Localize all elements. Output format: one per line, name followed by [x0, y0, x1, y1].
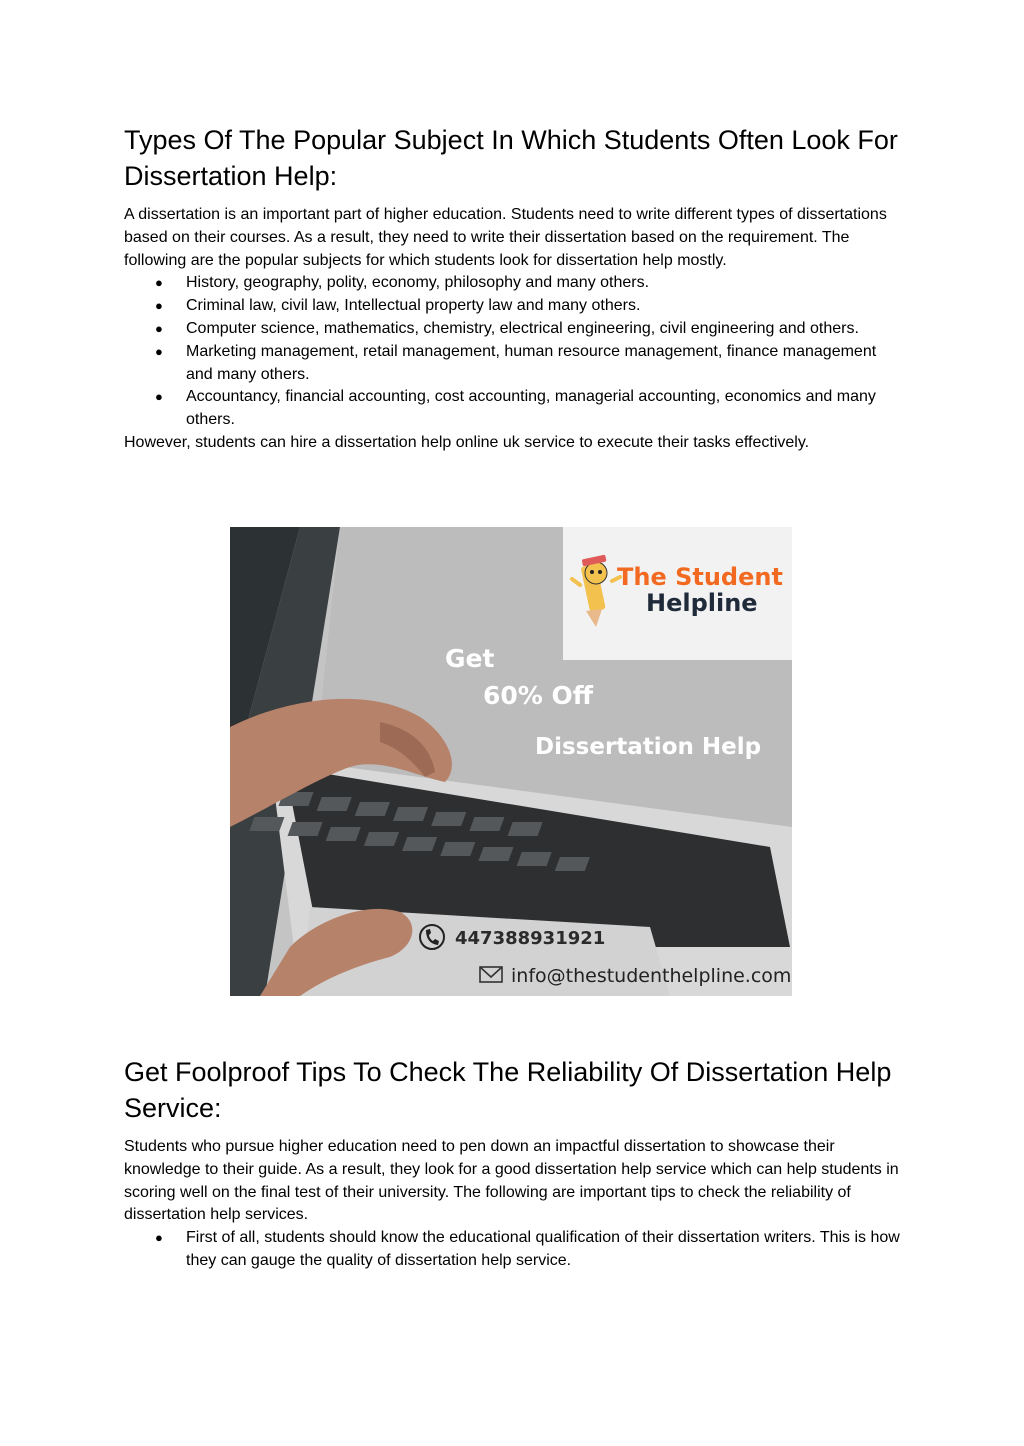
list-item: ● First of all, students should know the educational qualification of their dissertation writers. This is how they can gauge the quality of dissertation help service.: [155, 1229, 900, 1269]
section-reliability-tips: [124, 1054, 904, 1273]
list-item: ● Criminal law, civil law, Intellectual property law and many others.: [124, 295, 904, 318]
bullet-icon: ●: [155, 389, 163, 405]
intro-paragraph: Students who pursue higher education need to pen down an impactful dissertation to showcase their knowledge to their guide. As a result, they look for a good dissertation help service which can help students in scoring well on the final test of their university. The following are important tips to check the reliability of dissertation help services.: [124, 1138, 899, 1224]
bullet-icon: ●: [155, 298, 163, 314]
phone-number: 447388931921: [455, 928, 606, 949]
banner-illustration: [230, 527, 792, 996]
closing-paragraph: However, students can hire a dissertation help online uk service to execute their tasks effectively.: [124, 433, 810, 451]
bullet-icon: ●: [155, 320, 163, 336]
bullet-icon: ●: [155, 275, 163, 291]
offer-line1: Get: [445, 644, 495, 673]
bullet-icon: ●: [155, 343, 163, 359]
offer-line3: Dissertation Help: [535, 734, 762, 760]
logo-line1: The Student: [617, 563, 783, 591]
promo-banner-image: [230, 527, 792, 996]
offer-line2: 60% Off: [483, 681, 594, 710]
section-heading: Types Of The Popular Subject In Which Students Often Look For Dissertation Help:: [124, 125, 898, 191]
intro-paragraph: A dissertation is an important part of higher education. Students need to write different types of dissertations based on their courses. As a result, they need to write their dissertation based on the requirement. The following are the popular subjects for which students look for dissertation help mostly.: [124, 206, 887, 269]
email-address: info@thestudenthelpline.com: [511, 965, 792, 987]
list-item: ● Accountancy, financial accounting, cost accounting, managerial accounting, economics and many others.: [155, 388, 876, 429]
tips-list: [124, 1227, 904, 1273]
logo-line2: Helpline: [646, 589, 758, 617]
section-types-of-subjects: [124, 122, 904, 455]
subject-list: [124, 272, 904, 432]
list-item: ● Computer science, mathematics, chemistry, electrical engineering, civil engineering and others.: [124, 318, 904, 341]
list-item: ● Marketing management, retail management, human resource management, finance management and many others.: [155, 342, 877, 383]
section-heading: Get Foolproof Tips To Check The Reliability Of Dissertation Help Service:: [124, 1057, 892, 1123]
list-item: ● History, geography, polity, economy, philosophy and many others.: [124, 272, 904, 295]
bullet-icon: ●: [155, 1230, 163, 1246]
